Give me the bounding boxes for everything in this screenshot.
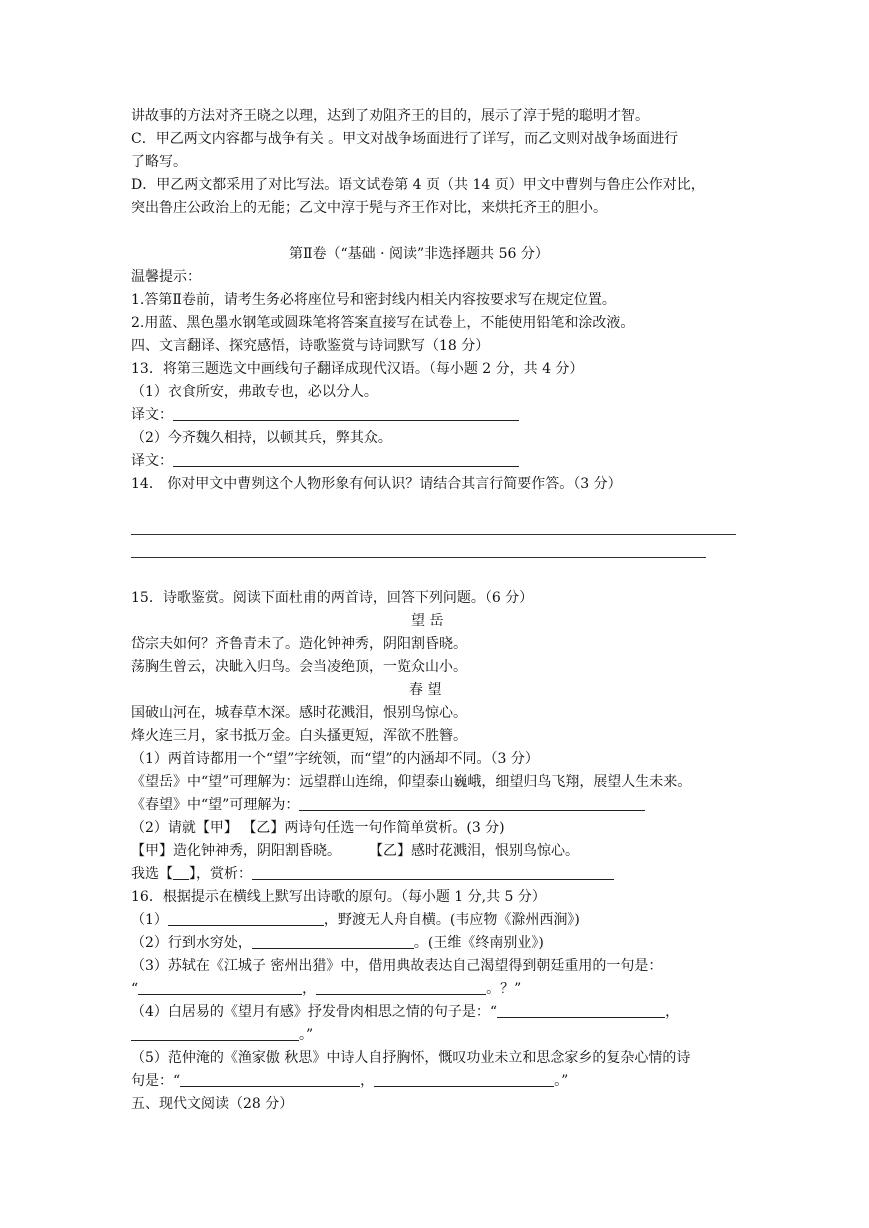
quote-close: 。？” [486,981,522,997]
q16-item-5: （5）范仲淹的《渔家傲 秋思》中诗人自抒胸怀，慨叹功业未立和思念家乡的复杂心情的诗 [131,1050,691,1066]
answer-label: 《春望》中“望”可理解为： [131,797,300,813]
q16-item-3-answer [131,980,521,998]
section-title: 第Ⅱ卷（“基础 · 阅读”非选择题共 56 分） [289,246,549,262]
answer-blank[interactable] [173,452,519,467]
answer-label: 译文： [131,453,173,469]
question-15: 15．诗歌鉴赏。阅读下面杜甫的两首诗，回答下列问题。（6 分） [131,590,534,606]
q15-answer-2 [131,865,614,883]
q15-sub-2: （2）请就【甲】 【乙】两诗句任选一句作简单赏析。(3 分) [131,820,505,836]
choice-label: 我选【 [131,866,173,882]
poem-line: 荡胸生曾云，决眦入归鸟。会当凌绝顶，一览众山小。 [131,659,467,675]
answer-blank[interactable] [168,911,324,926]
tip-2: 2.用蓝、黑色墨水钢笔或圆珠笔将答案直接写在试卷上，不能使用铅笔和涂改液。 [131,315,635,331]
answer-blank[interactable] [252,934,414,949]
answer-line[interactable] [131,534,736,535]
answer-blank[interactable] [299,796,645,811]
item-text: ，野渡无人舟自横。(韦应物《滁州西涧》) [323,912,580,928]
q16-item-2 [131,934,544,952]
question-16: 16．根据提示在横线上默写出诗歌的原句。（每小题 1 分,共 5 分） [131,889,546,905]
q15-sub-1: （1）两首诗都用一个“望”字统领，而“望”的内涵却不同。（3 分） [131,751,539,767]
answer-blank[interactable] [173,406,519,421]
q16-item-3: （3）苏轼在《江城子 密州出猎》中，借用典故表达自己渴望得到朝廷重用的一句是： [131,958,663,974]
comma: ， [665,1004,680,1020]
q13-sentence-2: （2）今齐魏久相持，以顿其兵，弊其众。 [131,430,392,446]
poem-line: 烽火连三月，家书抵万金。白头搔更短，浑欲不胜簪。 [131,728,467,744]
question-13: 13．将第三题选文中画线句子翻译成现代汉语。（每小题 2 分，共 4 分） [131,361,584,377]
option-d: D．甲乙两文都采用了对比写法。语文试卷第 4 页（共 14 页）甲文中曹刿与鲁庄公作对比， [131,177,705,193]
text-line: 突出鲁庄公政治上的无能；乙文中淳于髡与齐王作对比，来烘托齐王的胆小。 [131,200,607,216]
text-line: 讲故事的方法对齐王晓之以理，达到了劝阻齐王的目的，展示了淳于髡的聪明才智。 [131,108,649,124]
item-text: 句是：“ [131,1073,181,1089]
answer-line[interactable] [131,557,706,558]
q16-item-4-answer [131,1026,313,1044]
answer-blank[interactable] [180,1072,360,1087]
poem-line: 岱宗夫如何？齐鲁青未了。造化钟神秀，阴阳割昏晓。 [131,636,467,652]
option-c: C．甲乙两文内容都与战争有关 。甲文对战争场面进行了详写，而乙文则对战争场面进行 [131,131,679,147]
q13-answer-1 [131,406,519,424]
comma: ， [360,1073,375,1089]
comma: ， [302,981,317,997]
q13-sentence-1: （1）衣食所安，弗敢专也，必以分人。 [131,384,378,400]
option-jia: 【甲】造化钟神秀，阴阳割昏晓。 [131,843,341,859]
q16-item-1 [131,911,580,929]
tip-1: 1.答第Ⅱ卷前，请考生务必将座位号和密封线内相关内容按要求写在规定位置。 [131,292,616,308]
q15-answer-1 [131,796,645,814]
quote-open: “ [131,981,139,997]
part-four-heading: 四、文言翻译、探究感悟，诗歌鉴赏与诗词默写（18 分） [131,338,490,354]
option-yi: 【乙】感时花溅泪，恨别鸟惊心。 [369,843,579,859]
q13-answer-2 [131,452,519,470]
question-14: 14． 你对甲文中曹刿这个人物形象有何认识？请结合其言行简要作答。（3 分） [131,476,622,492]
part-five-heading: 五、现代文阅读（28 分） [131,1096,294,1112]
item-number: （1） [131,912,168,928]
tips-heading: 温馨提示： [131,269,201,285]
answer-blank[interactable] [131,1026,299,1041]
quote-close: 。” [299,1027,314,1043]
answer-blank[interactable] [374,1072,554,1087]
item-text: （4）白居易的《望月有感》抒发骨肉相思之情的句子是：“ [131,1004,498,1020]
choice-blank[interactable] [173,865,189,880]
poem-title-chunwang: 春 望 [409,682,442,698]
item-text: 。(王维《终南别业》) [413,935,544,951]
answer-blank[interactable] [497,1003,665,1018]
answer-blank[interactable] [252,865,614,880]
q15-options [131,842,579,860]
answer-label: 译文： [131,407,173,423]
answer-blank[interactable] [316,980,486,995]
poem-line: 国破山河在，城春草木深。感时花溅泪，恨别鸟惊心。 [131,705,467,721]
item-text: （2）行到水穷处， [131,935,252,951]
q16-item-4 [131,1003,679,1021]
analysis-label: 】，赏析： [189,866,252,882]
q15-example: 《望岳》中“望”可理解为：远望群山连绵，仰望泰山巍峨，细望归鸟飞翔，展望人生未来。 [131,774,692,790]
text-line: 了略写。 [131,154,187,170]
poem-title-wangyue: 望 岳 [411,613,444,629]
q16-item-5-answer [131,1072,568,1090]
quote-close: 。” [554,1073,569,1089]
answer-blank[interactable] [138,980,302,995]
